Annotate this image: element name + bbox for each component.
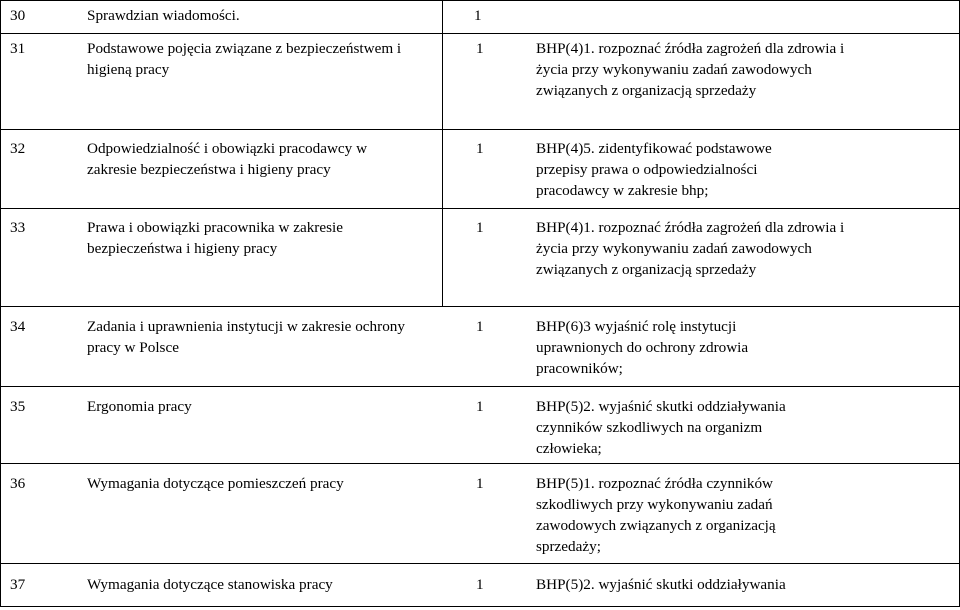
row-32-hours: 1 — [476, 140, 484, 157]
row-37-topic: Wymagania dotyczące stanowiska pracy — [87, 576, 333, 593]
row-36-description: BHP(5)1. rozpoznać źródła czynników szkodliwych przy wykonywaniu zadań zawodowych związanych z organizacją sprzedaży; — [536, 475, 776, 555]
row-37-number: 37 — [10, 576, 26, 593]
row-border — [0, 463, 960, 464]
row-37-hours: 1 — [476, 576, 484, 593]
row-31-hours: 1 — [476, 40, 484, 57]
row-border — [0, 208, 960, 209]
row-30-topic: Sprawdzian wiadomości. — [87, 7, 240, 24]
row-34-description: BHP(6)3 wyjaśnić rolę instytucji uprawnionych do ochrony zdrowia pracowników; — [536, 318, 749, 377]
row-30-number: 30 — [10, 7, 26, 24]
row-31-topic: Podstawowe pojęcia związane z bezpieczeństwem i higieną pracy — [87, 40, 402, 78]
row-35-number: 35 — [10, 398, 26, 415]
row-32-number: 32 — [10, 140, 26, 157]
column-divider — [442, 0, 443, 307]
row-border — [0, 606, 960, 607]
row-33-hours: 1 — [476, 219, 484, 236]
row-33-number: 33 — [10, 219, 26, 236]
row-35-hours: 1 — [476, 398, 484, 415]
row-33-description: BHP(4)1. rozpoznać źródła zagrożeń dla zdrowia i życia przy wykonywaniu zadań zawodowych związanych z organizacją sprzedaży — [536, 219, 845, 278]
row-37-description: BHP(5)2. wyjaśnić skutki oddziaływania — [536, 576, 786, 593]
row-32-topic: Odpowiedzialność i obowiązki pracodawcy w zakresie bezpieczeństwa i higieny pracy — [87, 140, 368, 178]
row-31-number: 31 — [10, 40, 26, 57]
row-border — [0, 0, 960, 1]
row-35-topic: Ergonomia pracy — [87, 398, 192, 415]
row-32-description: BHP(4)5. zidentyfikować podstawowe przepisy prawa o odpowiedzialności pracodawcy w zakresie bhp; — [536, 140, 772, 199]
row-31-description: BHP(4)1. rozpoznać źródła zagrożeń dla zdrowia i życia przy wykonywaniu zadań zawodowych związanych z organizacją sprzedaży — [536, 40, 845, 99]
row-33-topic: Prawa i obowiązki pracownika w zakresie bezpieczeństwa i higieny pracy — [87, 219, 343, 257]
row-34-number: 34 — [10, 318, 26, 335]
row-border — [0, 386, 960, 387]
row-border — [0, 33, 960, 34]
row-36-topic: Wymagania dotyczące pomieszczeń pracy — [87, 475, 344, 492]
row-34-hours: 1 — [476, 318, 484, 335]
row-border — [0, 306, 960, 307]
row-35-description: BHP(5)2. wyjaśnić skutki oddziaływania czynników szkodliwych na organizm człowieka; — [536, 398, 786, 457]
row-30-hours: 1 — [474, 7, 482, 24]
row-36-hours: 1 — [476, 475, 484, 492]
row-34-topic: Zadania i uprawnienia instytucji w zakresie ochrony pracy w Polsce — [87, 318, 405, 356]
row-border — [0, 129, 960, 130]
row-border — [0, 563, 960, 564]
table-border-left — [0, 0, 1, 607]
row-36-number: 36 — [10, 475, 26, 492]
